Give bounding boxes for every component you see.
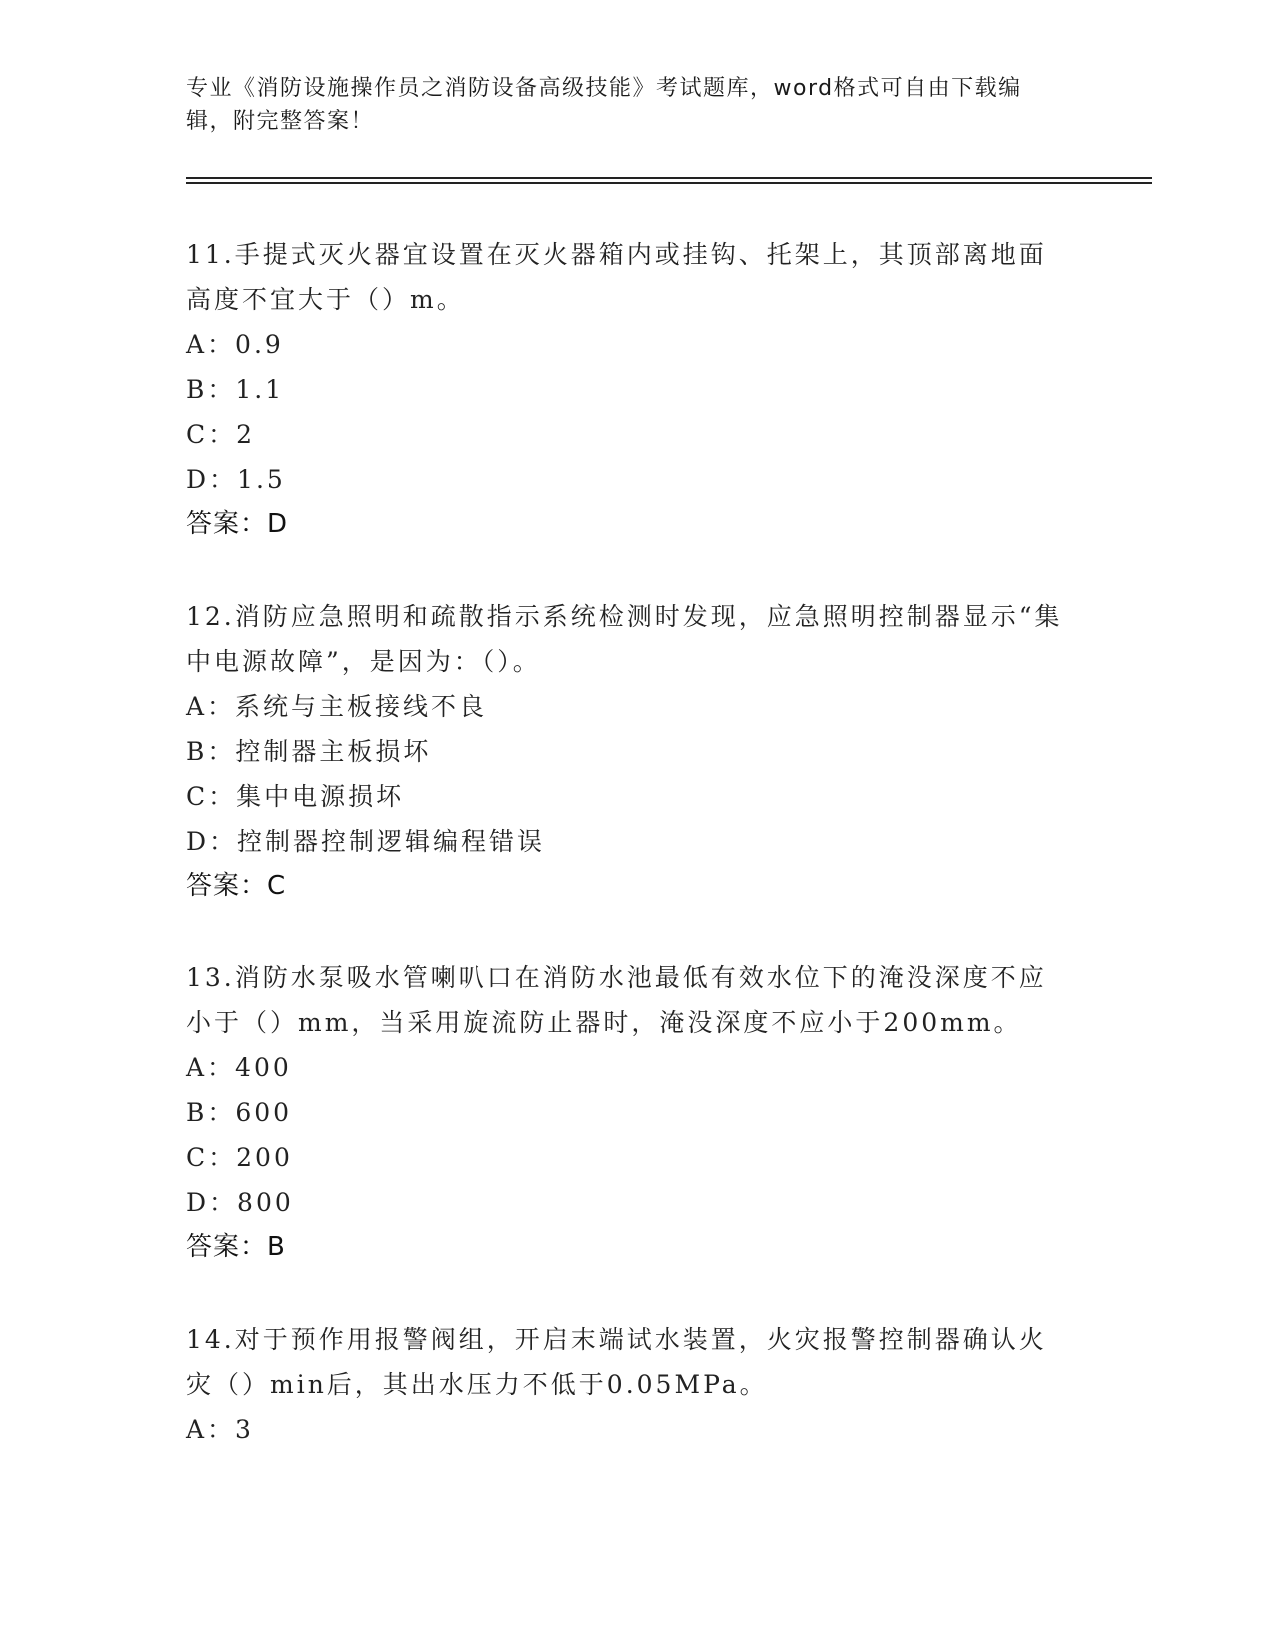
option-d: D：控制器控制逻辑编程错误 [186,827,546,856]
option-d: D：1.5 [186,465,286,494]
answer: 答案：C [186,871,287,901]
question-12 [186,594,1066,909]
answer: 答案：B [186,1232,286,1262]
question-13 [186,955,1066,1270]
question-11 [186,232,1066,547]
option-a: A：0.9 [186,330,284,359]
document-header: 专业《消防设施操作员之消防设备高级技能》考试题库，word格式可自由下载编辑，附完整答案！ [186,76,1022,134]
header-divider-bottom [186,182,1152,184]
option-c: C：集中电源损坏 [186,782,405,811]
option-d: D：800 [186,1188,294,1217]
question-14 [186,1317,1066,1452]
header-divider-top [186,177,1152,179]
question-stem: 12.消防应急照明和疏散指示系统检测时发现，应急照明控制器显示“集中电源故障”，是因为：（）。 [186,602,1063,676]
question-stem: 11.手提式灭火器宜设置在灭火器箱内或挂钩、托架上，其顶部离地面高度不宜大于（）m。 [186,240,1047,314]
answer: 答案：D [186,509,289,539]
option-a: A：3 [186,1415,254,1444]
option-a: A：系统与主板接线不良 [186,692,488,721]
option-b: B：1.1 [186,375,285,404]
question-stem: 13.消防水泵吸水管喇叭口在消防水池最低有效水位下的淹没深度不应小于（）mm，当采用旋流防止器时，淹没深度不应小于200mm。 [186,963,1047,1037]
option-b: B：控制器主板损坏 [186,737,432,766]
option-b: B：600 [186,1098,293,1127]
option-a: A：400 [186,1053,292,1082]
option-c: C：2 [186,420,256,449]
question-stem: 14.对于预作用报警阀组，开启末端试水装置，火灾报警控制器确认火灾（）min后，其出水压力不低于0.05MPa。 [186,1325,1047,1399]
option-c: C：200 [186,1143,293,1172]
